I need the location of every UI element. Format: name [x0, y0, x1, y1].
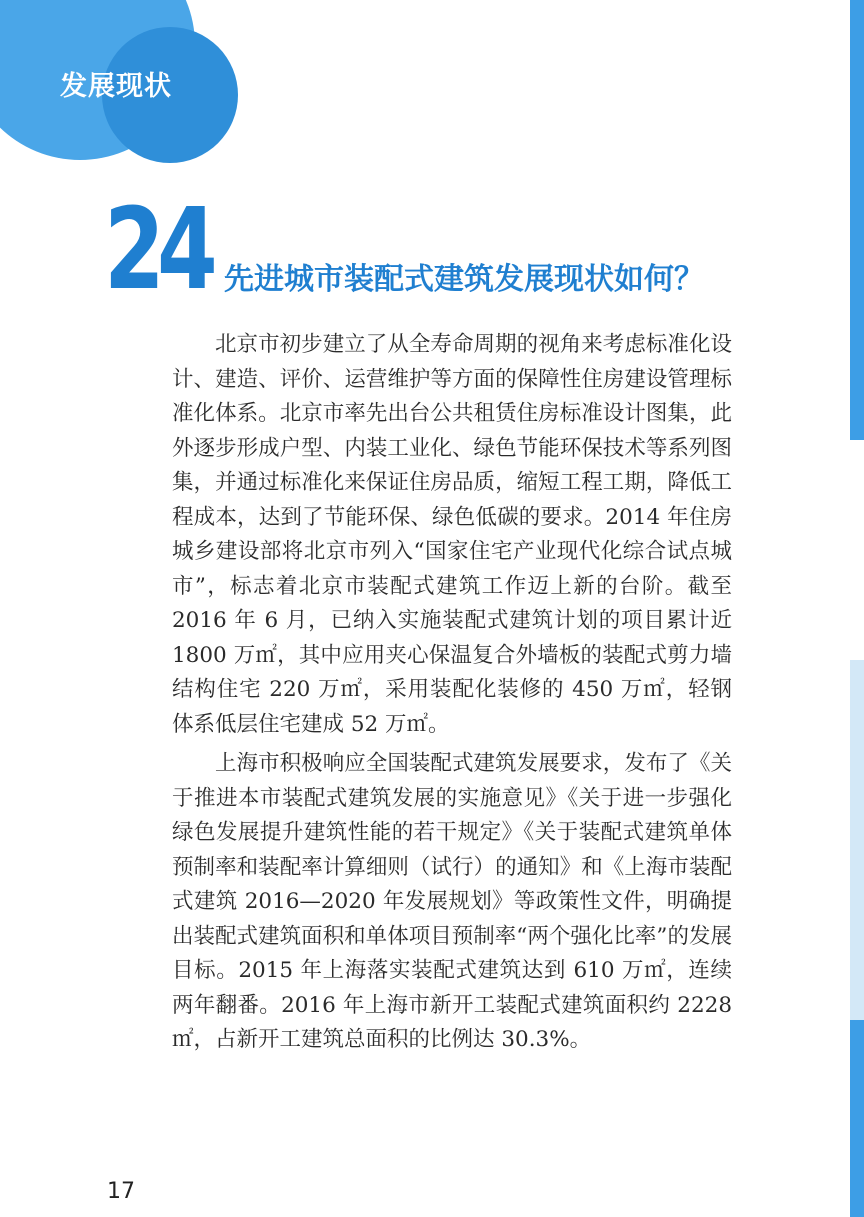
- page-edge-strip: [844, 0, 864, 1217]
- paragraph-beijing: 北京市初步建立了从全寿命周期的视角来考虑标准化设计、建造、评价、运营维护等方面的保障性住房建设管理标准化体系。北京市率先出台公共租赁住房标准设计图集，此外逐步形成户型、内装工业化、绿色节能环保技术等系列图集，并通过标准化来保证住房品质，缩短工程工期，降低工程成本，达到了节能环保、绿色低碳的要求。2014 年住房城乡建设部将北京市列入“国家住宅产业现代化综合试点城市”，标志着北京市装配式建筑工作迈上新的台阶。截至 2016 年 6 月，已纳入实施装配式建筑计划的项目累计近 1800 万㎡，其中应用夹心保温复合外墙板的装配式剪力墙结构住宅 220 万㎡，采用装配化装修的 450 万㎡，轻钢体系低层住宅建成 52 万㎡。: [172, 332, 732, 737]
- page-number: 17: [107, 1179, 135, 1204]
- body-text: [172, 328, 732, 1063]
- section-label: 发展现状: [60, 71, 172, 102]
- question-title: 先进城市装配式建筑发展现状如何？: [224, 262, 704, 297]
- paragraph-shanghai: 上海市积极响应全国装配式建筑发展要求，发布了《关于推进本市装配式建筑发展的实施意见》《关于进一步强化绿色发展提升建筑性能的若干规定》《关于装配式建筑单体预制率和装配率计算细则（试行）的通知》和《上海市装配式建筑 2016—2020 年发展规划》等政策性文件，明确提出装配式建筑面积和单体项目预制率“两个强化比率”的发展目标。2015 年上海落实装配式建筑达到 610 万㎡，连续两年翻番。2016 年上海市新开工装配式建筑面积约 2228 ㎡，占新开工建筑总面积的比例达 30.3%。: [172, 751, 732, 1052]
- question-heading: [104, 185, 704, 315]
- question-number: 24: [104, 185, 210, 315]
